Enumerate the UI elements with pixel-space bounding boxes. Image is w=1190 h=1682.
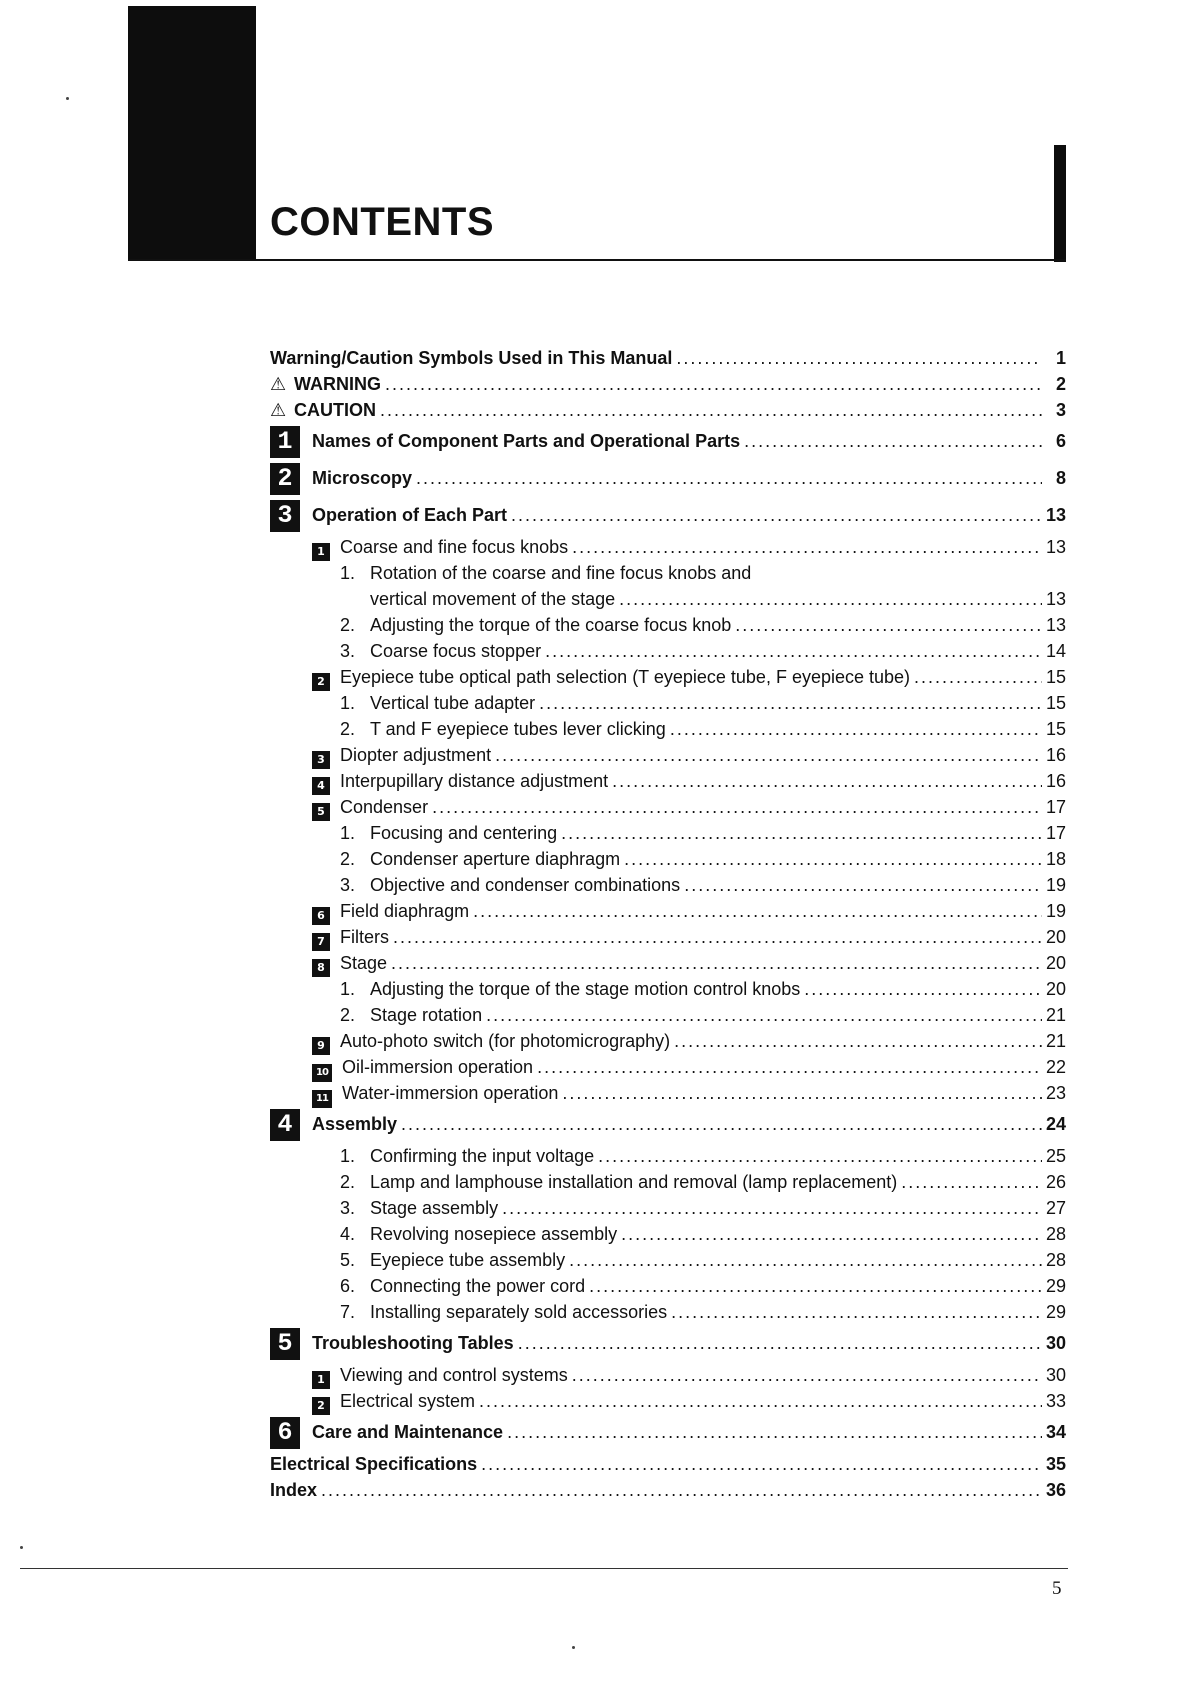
chapter-3-badge-icon: 3 bbox=[270, 500, 300, 532]
toc-entry-index[interactable]: Index ..... 36 bbox=[270, 1477, 1066, 1503]
warning-triangle-icon: ⚠ bbox=[270, 374, 287, 394]
section-badge-icon: 2 bbox=[312, 1397, 330, 1415]
page-title: CONTENTS bbox=[270, 200, 494, 244]
toc-section[interactable]: 8 Stage ..... 20 bbox=[270, 950, 1066, 976]
section-badge-icon: 6 bbox=[312, 907, 330, 925]
section-badge-icon: 2 bbox=[312, 673, 330, 691]
toc-item[interactable]: 1. Rotation of the coarse and fine focus knobs and bbox=[340, 563, 752, 583]
section-badge-icon: 8 bbox=[312, 959, 330, 977]
section-badge-icon: 1 bbox=[312, 543, 330, 561]
toc-chapter-3[interactable]: 3 Operation of Each Part ..... 13 bbox=[270, 497, 1066, 534]
toc-item[interactable]: 2. Adjusting the torque of the coarse focus knob ..... 13 bbox=[270, 612, 1066, 638]
scan-speck bbox=[572, 1646, 575, 1649]
toc-entry-caution[interactable]: ⚠ CAUTION ..... 3 bbox=[270, 397, 1066, 423]
toc-section[interactable]: 9 Auto-photo switch (for photomicrography) ..... 21 bbox=[270, 1028, 1066, 1054]
toc-item[interactable]: 3. Coarse focus stopper ..... 14 bbox=[270, 638, 1066, 664]
toc-chapter-5[interactable]: 5 Troubleshooting Tables ..... 30 bbox=[270, 1325, 1066, 1362]
toc-item[interactable]: 2. Condenser aperture diaphragm ..... 18 bbox=[270, 846, 1066, 872]
chapter-6-badge-icon: 6 bbox=[270, 1417, 300, 1449]
section-badge-icon: 1 bbox=[312, 1371, 330, 1389]
toc-entry-warning[interactable]: ⚠ WARNING ..... 2 bbox=[270, 371, 1066, 397]
toc-section[interactable]: 1 Coarse and fine focus knobs ..... 13 bbox=[270, 534, 1066, 560]
table-of-contents bbox=[270, 345, 1066, 1503]
toc-item[interactable]: 2. Stage rotation ..... 21 bbox=[270, 1002, 1066, 1028]
toc-item[interactable]: 3. Stage assembly ..... 27 bbox=[270, 1195, 1066, 1221]
toc-section[interactable]: 3 Diopter adjustment ..... 16 bbox=[270, 742, 1066, 768]
toc-entry-warning-symbols[interactable]: Warning/Caution Symbols Used in This Manual ..... 1 bbox=[270, 345, 1066, 371]
toc-item[interactable]: 2. T and F eyepiece tubes lever clicking ..... 15 bbox=[270, 716, 1066, 742]
toc-item[interactable]: 1. Focusing and centering ..... 17 bbox=[270, 820, 1066, 846]
section-badge-icon: 4 bbox=[312, 777, 330, 795]
toc-section[interactable]: 4 Interpupillary distance adjustment ..... 16 bbox=[270, 768, 1066, 794]
section-badge-icon: 9 bbox=[312, 1037, 330, 1055]
header-black-block bbox=[128, 6, 256, 260]
section-badge-icon: 7 bbox=[312, 933, 330, 951]
section-badge-icon: 10 bbox=[312, 1064, 332, 1082]
toc-item[interactable]: 1. Vertical tube adapter ..... 15 bbox=[270, 690, 1066, 716]
toc-section[interactable]: 1 Viewing and control systems ..... 30 bbox=[270, 1362, 1066, 1388]
toc-item[interactable]: 5. Eyepiece tube assembly ..... 28 bbox=[270, 1247, 1066, 1273]
toc-section[interactable]: 11 Water-immersion operation ..... 23 bbox=[270, 1080, 1066, 1106]
title-rule bbox=[128, 259, 1066, 261]
header-side-bar bbox=[1054, 145, 1066, 262]
toc-section[interactable]: 10 Oil-immersion operation ..... 22 bbox=[270, 1054, 1066, 1080]
chapter-5-badge-icon: 5 bbox=[270, 1328, 300, 1360]
toc-item[interactable]: 6. Connecting the power cord ..... 29 bbox=[270, 1273, 1066, 1299]
toc-section[interactable]: 2 Eyepiece tube optical path selection (T eyepiece tube, F eyepiece tube) ..... 15 bbox=[270, 664, 1066, 690]
toc-item[interactable]: 1. Adjusting the torque of the stage motion control knobs ..... 20 bbox=[270, 976, 1066, 1002]
toc-chapter-4[interactable]: 4 Assembly ..... 24 bbox=[270, 1106, 1066, 1143]
scan-speck bbox=[20, 1546, 23, 1549]
toc-item[interactable]: 7. Installing separately sold accessories ..... 29 bbox=[270, 1299, 1066, 1325]
chapter-1-badge-icon: 1 bbox=[270, 426, 300, 458]
toc-section[interactable]: 7 Filters ..... 20 bbox=[270, 924, 1066, 950]
toc-section[interactable]: 5 Condenser ..... 17 bbox=[270, 794, 1066, 820]
toc-item[interactable]: 2. Lamp and lamphouse installation and removal (lamp replacement) ..... 26 bbox=[270, 1169, 1066, 1195]
scan-speck bbox=[66, 97, 69, 100]
toc-chapter-6[interactable]: 6 Care and Maintenance ..... 34 bbox=[270, 1414, 1066, 1451]
toc-section[interactable]: 6 Field diaphragm ..... 19 bbox=[270, 898, 1066, 924]
toc-item[interactable]: 3. Objective and condenser combinations ..... 19 bbox=[270, 872, 1066, 898]
toc-section[interactable]: 2 Electrical system ..... 33 bbox=[270, 1388, 1066, 1414]
page-number: 5 bbox=[1052, 1578, 1062, 1599]
section-badge-icon: 11 bbox=[312, 1090, 332, 1108]
toc-item[interactable]: 1. Confirming the input voltage ..... 25 bbox=[270, 1143, 1066, 1169]
caution-triangle-icon: ⚠ bbox=[270, 400, 287, 420]
section-badge-icon: 5 bbox=[312, 803, 330, 821]
chapter-2-badge-icon: 2 bbox=[270, 463, 300, 495]
toc-chapter-2[interactable]: 2 Microscopy ..... 8 bbox=[270, 460, 1066, 497]
section-badge-icon: 3 bbox=[312, 751, 330, 769]
chapter-4-badge-icon: 4 bbox=[270, 1109, 300, 1141]
footer-rule bbox=[20, 1568, 1068, 1569]
toc-item-continued[interactable]: vertical movement of the stage ..... 13 bbox=[270, 586, 1066, 612]
toc-entry-electrical-specifications[interactable]: Electrical Specifications ..... 35 bbox=[270, 1451, 1066, 1477]
toc-chapter-1[interactable]: 1 Names of Component Parts and Operational Parts ..... 6 bbox=[270, 423, 1066, 460]
toc-item[interactable]: 4. Revolving nosepiece assembly ..... 28 bbox=[270, 1221, 1066, 1247]
